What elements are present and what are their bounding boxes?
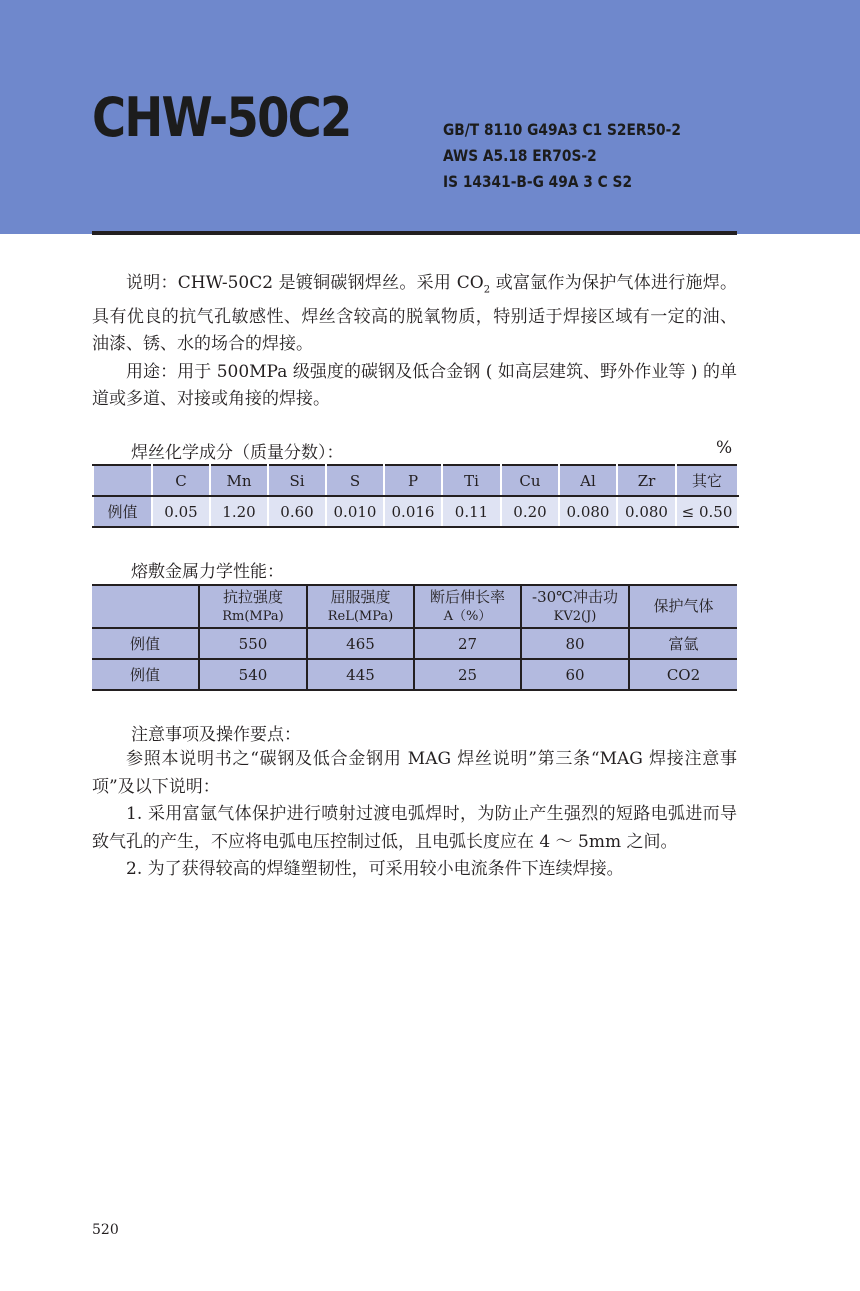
chem-header-cell: C	[152, 465, 210, 496]
chem-value-cell: 0.11	[442, 496, 501, 527]
chem-header-cell: Cu	[501, 465, 559, 496]
mech-header-cell	[92, 585, 199, 628]
chem-value-cell: ≤ 0.50	[676, 496, 738, 527]
header-rule	[92, 231, 737, 235]
chem-value-cell: 0.080	[559, 496, 617, 527]
mech-table	[92, 584, 737, 691]
notes-paragraph: 参照本说明书之“碳钢及低合金钢用 MAG 焊丝说明”第三条“MAG 焊接注意事项”及以下说明：	[92, 749, 737, 797]
mech-header-cell: 保护气体	[629, 585, 737, 628]
chem-value-cell: 1.20	[210, 496, 268, 527]
mech-value-cell: 25	[414, 659, 521, 690]
mech-value-cell: 550	[199, 628, 307, 659]
usage-paragraph: 用途：用于 500MPa 级强度的碳钢及低合金钢 ( 如高层建筑、野外作业等 ) 的单道或多道、对接或角接的焊接。	[92, 361, 738, 410]
intro-section	[92, 270, 737, 414]
mech-value-cell: 60	[521, 659, 629, 690]
chem-value-cell: 0.20	[501, 496, 559, 527]
chem-value-cell: 0.016	[384, 496, 442, 527]
mech-value-cell: 80	[521, 628, 629, 659]
mech-row-label: 例值	[92, 659, 199, 690]
standard-aws: AWS A5.18 ER70S-2	[443, 146, 597, 165]
chem-header-cell: Ti	[442, 465, 501, 496]
mech-header-cell: -30℃冲击功 KV2(J)	[521, 585, 629, 628]
notes-paragraph: 2. 为了获得较高的焊缝塑韧性，可采用较小电流条件下连续焊接。	[126, 859, 624, 879]
chem-header-cell: Mn	[210, 465, 268, 496]
mech-value-cell: 445	[307, 659, 414, 690]
mech-value-cell: 540	[199, 659, 307, 690]
chem-value-cell: 0.010	[326, 496, 384, 527]
mech-value-cell: 27	[414, 628, 521, 659]
mech-data-row	[92, 628, 737, 659]
chem-section-title: 焊丝化学成分（质量分数）：	[131, 443, 344, 463]
description-paragraph: 说明：CHW-50C2 是镀铜碳钢焊丝。采用 $CO_2$ 或富氩作为保护气体进行施焊。具有优良的抗气孔敏感性、焊丝含较高的脱氧物质，特别适于焊接区域有一定的油、油漆、锈、水的场合的焊接。	[92, 273, 737, 355]
mech-data-row	[92, 659, 737, 690]
chem-header-cell: P	[384, 465, 442, 496]
usage-label: 用途：	[126, 361, 178, 382]
chem-value-cell: 0.080	[617, 496, 676, 527]
page-number: 520	[92, 1222, 119, 1238]
chem-header-cell: S	[326, 465, 384, 496]
chem-header-row	[93, 465, 738, 496]
standards-list	[443, 117, 681, 195]
mech-header-cell: 抗拉强度 Rm(MPa)	[199, 585, 307, 628]
chem-header-cell: Zr	[617, 465, 676, 496]
chem-header-cell: Si	[268, 465, 326, 496]
chem-header-cell	[93, 465, 152, 496]
notes-section	[92, 746, 737, 884]
mech-header-cell: 断后伸长率 A（%）	[414, 585, 521, 628]
header-banner	[0, 0, 860, 234]
mech-header-cell: 屈服强度 ReL(MPa)	[307, 585, 414, 628]
mech-section-title: 熔敷金属力学性能：	[131, 562, 284, 582]
mech-value-cell: 465	[307, 628, 414, 659]
product-title: CHW-50C2	[92, 86, 351, 149]
chem-header-cell: 其它	[676, 465, 738, 496]
notes-section-title: 注意事项及操作要点：	[131, 725, 301, 745]
chem-value-cell: 0.05	[152, 496, 210, 527]
chem-table	[92, 464, 739, 528]
mech-row-label: 例值	[92, 628, 199, 659]
standard-gb: GB/T 8110 G49A3 C1 S2ER50-2	[443, 120, 681, 139]
chem-row-label: 例值	[93, 496, 152, 527]
chem-value-cell: 0.60	[268, 496, 326, 527]
mech-value-cell: CO2	[629, 659, 737, 690]
mech-value-cell: 富氩	[629, 628, 737, 659]
chem-unit: %	[716, 438, 733, 458]
chem-header-cell: Al	[559, 465, 617, 496]
mech-header-row	[92, 585, 737, 628]
description-label: 说明：	[126, 273, 178, 293]
notes-paragraph: 1. 采用富氩气体保护进行喷射过渡电弧焊时，为防止产生强烈的短路电弧进而导致气孔的产生，不应将电弧电压控制过低，且电弧长度应在 4 ～ 5mm 之间。	[92, 804, 737, 852]
standard-is: IS 14341-B-G 49A 3 C S2	[443, 172, 633, 191]
chem-data-row	[93, 496, 738, 527]
